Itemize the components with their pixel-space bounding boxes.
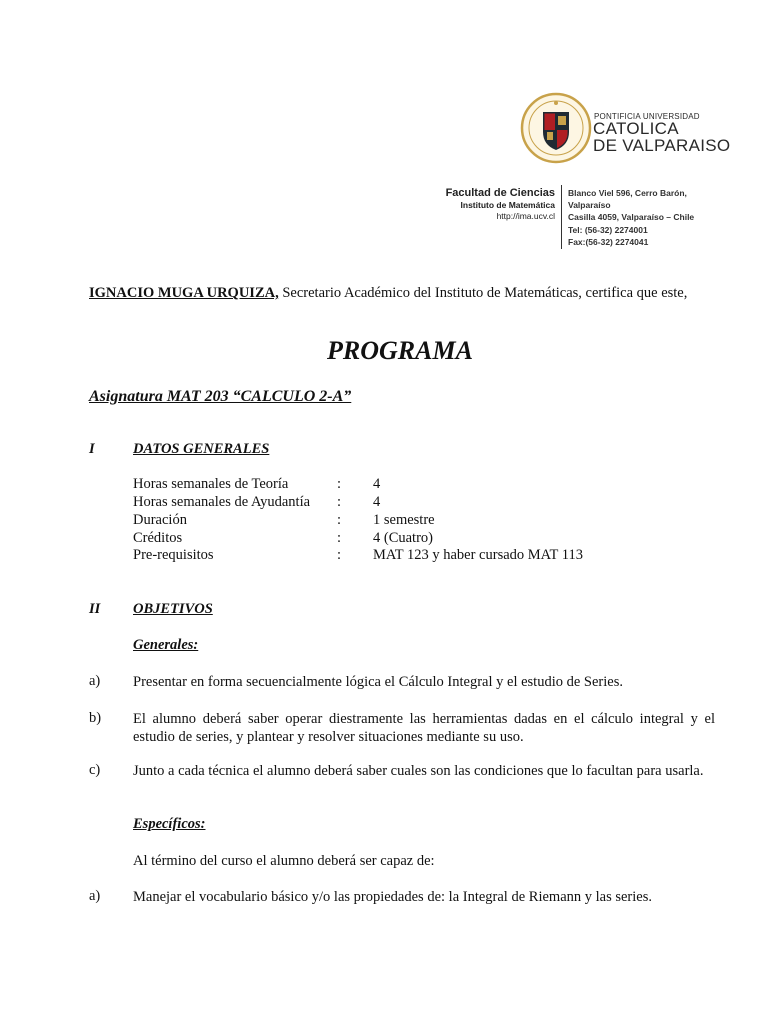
list-marker: b) [89,710,102,726]
phone-line: Tel: (56-32) 2274001 [568,224,648,235]
fax-line: Fax:(56-32) 2274041 [568,236,649,247]
data-separator: : [337,494,342,510]
data-key: Duración [133,512,187,528]
data-separator: : [337,512,342,528]
institute-website[interactable]: http://ima.ucv.cl [496,211,555,221]
faculty-name: Facultad de Ciencias [445,187,555,199]
university-name-line1: PONTIFICIA UNIVERSIDAD [594,112,700,121]
section-title-objetivos: OBJETIVOS [133,601,213,617]
objective-item: Manejar el vocabulario básico y/o las propiedades de: la Integral de Riemann y las series. [133,889,652,905]
university-name-line2: CATOLICA [593,119,679,138]
data-row [133,512,673,530]
certification-line [89,285,687,302]
data-separator: : [337,547,342,563]
course-heading: Asignatura MAT 203 “CALCULO 2-A” [89,388,352,405]
list-marker: a) [89,673,101,689]
data-value: 1 semestre [373,512,435,528]
certifier-name: IGNACIO MUGA URQUIZA, [89,285,279,301]
data-key: Pre-requisitos [133,547,214,563]
objective-item: Junto a cada técnica el alumno deberá saber cuales son las condiciones que lo facultan para usarla. [133,763,704,779]
data-separator: : [337,530,342,546]
address-line: Casilla 4059, Valparaíso – Chile [568,212,695,223]
data-value: MAT 123 y haber cursado MAT 113 [373,547,583,563]
certification-text: Secretario Académico del Instituto de Matemáticas, certifica que este, [278,285,688,301]
section-number: II [89,601,101,617]
university-seal-logo [520,92,592,164]
data-value: 4 [373,476,381,492]
data-key: Horas semanales de Ayudantía [133,494,311,510]
data-row [133,476,673,494]
data-key: Horas semanales de Teoría [133,476,289,492]
letterhead-divider [561,185,562,249]
institute-name: Instituto de Matemática [460,200,555,210]
address-line: Blanco Viel 596, Cerro Barón, [568,188,687,198]
document-title: PROGRAMA [327,336,473,365]
objective-item: El alumno deberá saber operar diestramente las herramientas dadas en el cálculo integral y el estudio de series, y plantear y resolver situaciones mediante su uso. [133,711,715,745]
objective-item: Presentar en forma secuencialmente lógica el Cálculo Integral y el estudio de Series. [133,674,623,690]
address-line: Valparaíso [568,200,611,211]
university-name-line3: DE VALPARAISO [593,136,731,155]
list-marker: a) [89,888,101,904]
faculty-block [446,186,555,222]
subsection-generales: Generales: [133,637,199,653]
section-title-datos-generales: DATOS GENERALES [133,441,270,457]
address-block [568,187,694,248]
section-number: I [89,441,95,457]
list-marker: c) [89,762,101,778]
data-value: 4 [373,494,381,510]
data-value: 4 (Cuatro) [373,530,433,546]
data-row [133,547,673,565]
data-key: Créditos [133,530,183,546]
subsection-especificos: Específicos: [133,816,206,832]
especificos-intro: Al término del curso el alumno deberá ser capaz de: [133,853,435,869]
data-row [133,530,673,548]
data-row [133,494,673,512]
data-separator: : [337,476,342,492]
